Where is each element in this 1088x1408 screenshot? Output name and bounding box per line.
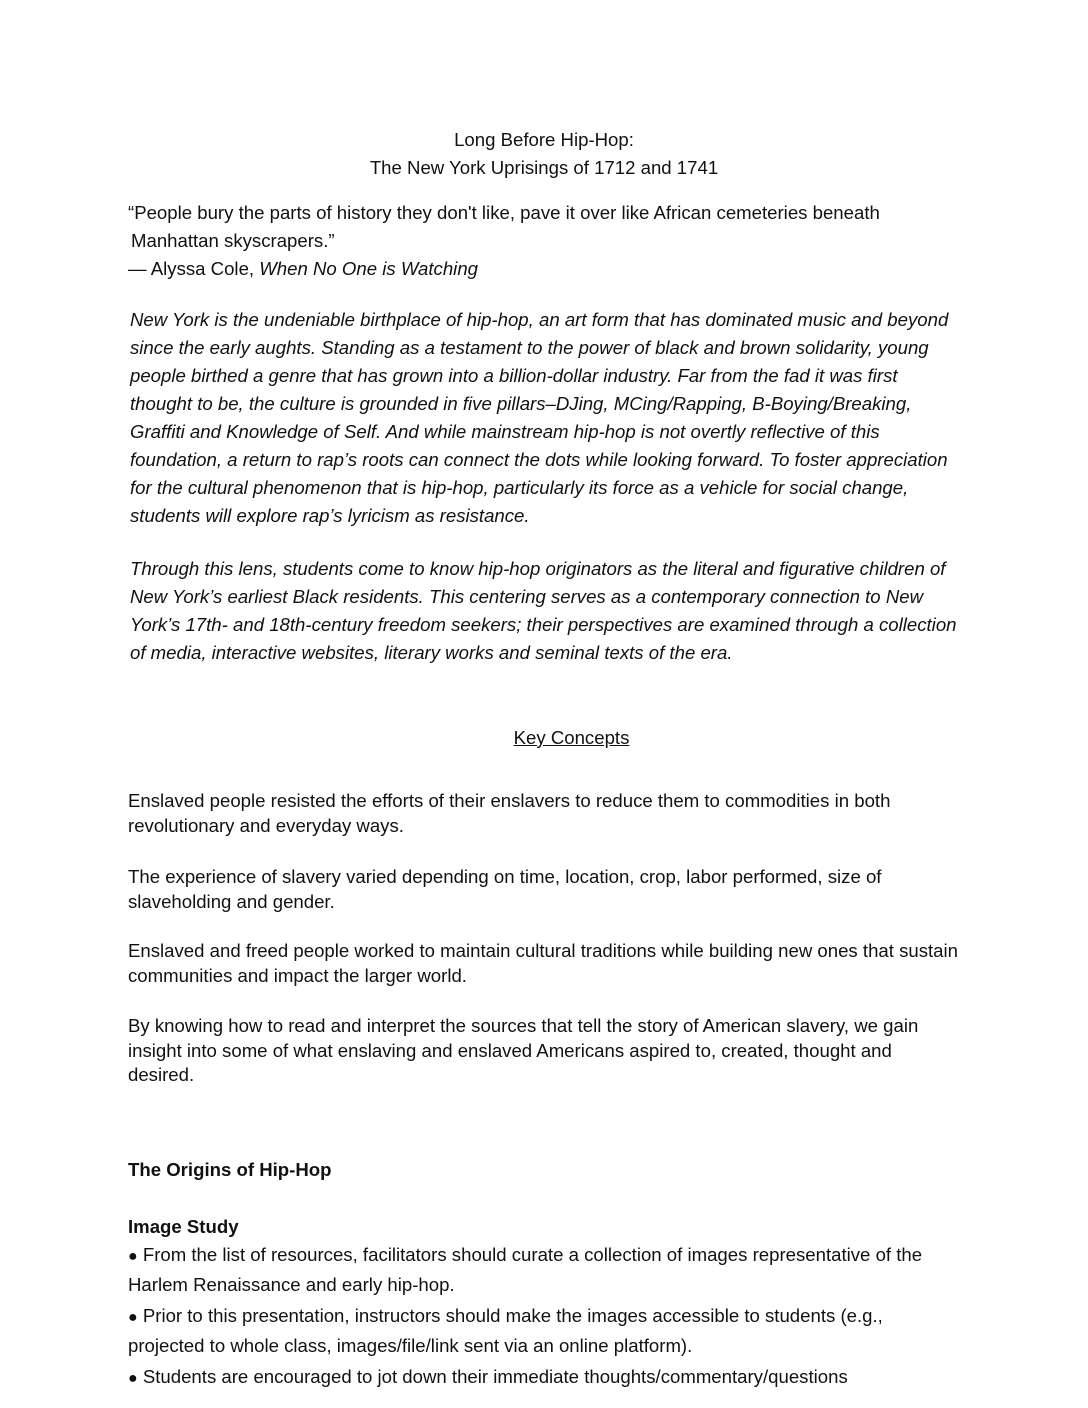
epigraph-quote-line-2: Manhattan skyscrapers.” xyxy=(131,230,335,251)
origins-heading: The Origins of Hip-Hop xyxy=(128,1159,332,1180)
key-concept-item: The experience of slavery varied depending on time, location, crop, labor performed, size of slaveholding and gender. xyxy=(128,866,882,912)
bullet-text: Prior to this presentation, instructors should make the images accessible to students (e.g., projected to whole class, images/file/link sent via an online platform). xyxy=(128,1305,883,1356)
image-study-subheading: Image Study xyxy=(128,1216,239,1237)
key-concepts-heading: Key Concepts xyxy=(513,727,630,748)
intro-paragraph-2 xyxy=(130,555,960,667)
intro-paragraph-1-text: New York is the undeniable birthplace of hip-hop, an art form that has dominated music and beyond since the early aughts. Standing as a testament to the power of black and brown solidarity, young people birthed a genre that has grown into a billion-dollar industry. Far from the fad it was first thought to be, the culture is grounded in five pillars–DJing, MCing/Rapping, B-Boying/Breaking, Graffiti and Knowledge of Self. And while mainstream hip-hop is not overtly reflective of this foundation, a return to rap’s roots can connect the dots while looking forward. To foster appreciation for the cultural phenomenon that is hip-hop, particularly its force as a vehicle for social change, students will explore rap’s lyricism as resistance. xyxy=(130,309,949,526)
title-line-1: Long Before Hip-Hop: xyxy=(454,129,634,150)
list-item xyxy=(128,1302,958,1360)
epigraph-attribution xyxy=(128,255,958,283)
document-title xyxy=(0,126,1088,182)
image-study-bullets xyxy=(128,1241,958,1396)
bullet-text: Students are encouraged to jot down their immediate thoughts/commentary/questions xyxy=(142,1366,848,1387)
bullet-icon: ● xyxy=(128,1248,138,1265)
intro-paragraph-2-text: Through this lens, students come to know hip-hop originators as the literal and figurative children of New York’s earliest Black residents. This centering serves as a contemporary connection to New York’s 17th- and 18th-century freedom seekers; their perspectives are examined through a collection of media, interactive websites, literary works and seminal texts of the era. xyxy=(130,558,957,663)
bullet-icon: ● xyxy=(128,1370,138,1387)
bullet-text: From the list of resources, facilitators should curate a collection of images representative of the Harlem Renaissance and early hip-hop. xyxy=(128,1244,923,1295)
key-concept-item: Enslaved people resisted the efforts of their enslavers to reduce them to commodities in both revolutionary and everyday ways. xyxy=(128,790,891,836)
epigraph-quote-line-1: “People bury the parts of history they don't like, pave it over like African cemeteries beneath xyxy=(128,202,880,223)
attribution-work-title: When No One is Watching xyxy=(259,258,478,279)
key-concept-item: By knowing how to read and interpret the sources that tell the story of American slavery, we gain insight into some of what enslaving and enslaved Americans aspired to, created, thought and desired. xyxy=(128,1015,919,1085)
intro-paragraph-1 xyxy=(130,306,960,530)
key-concept-item: Enslaved and freed people worked to maintain cultural traditions while building new ones that sustain communities and impact the larger world. xyxy=(128,940,958,986)
bullet-icon: ● xyxy=(128,1309,138,1326)
list-item xyxy=(128,1363,958,1393)
list-item xyxy=(128,1241,958,1299)
attribution-author: — Alyssa Cole, xyxy=(128,258,260,279)
epigraph xyxy=(128,199,958,283)
title-line-2: The New York Uprisings of 1712 and 1741 xyxy=(369,157,719,178)
